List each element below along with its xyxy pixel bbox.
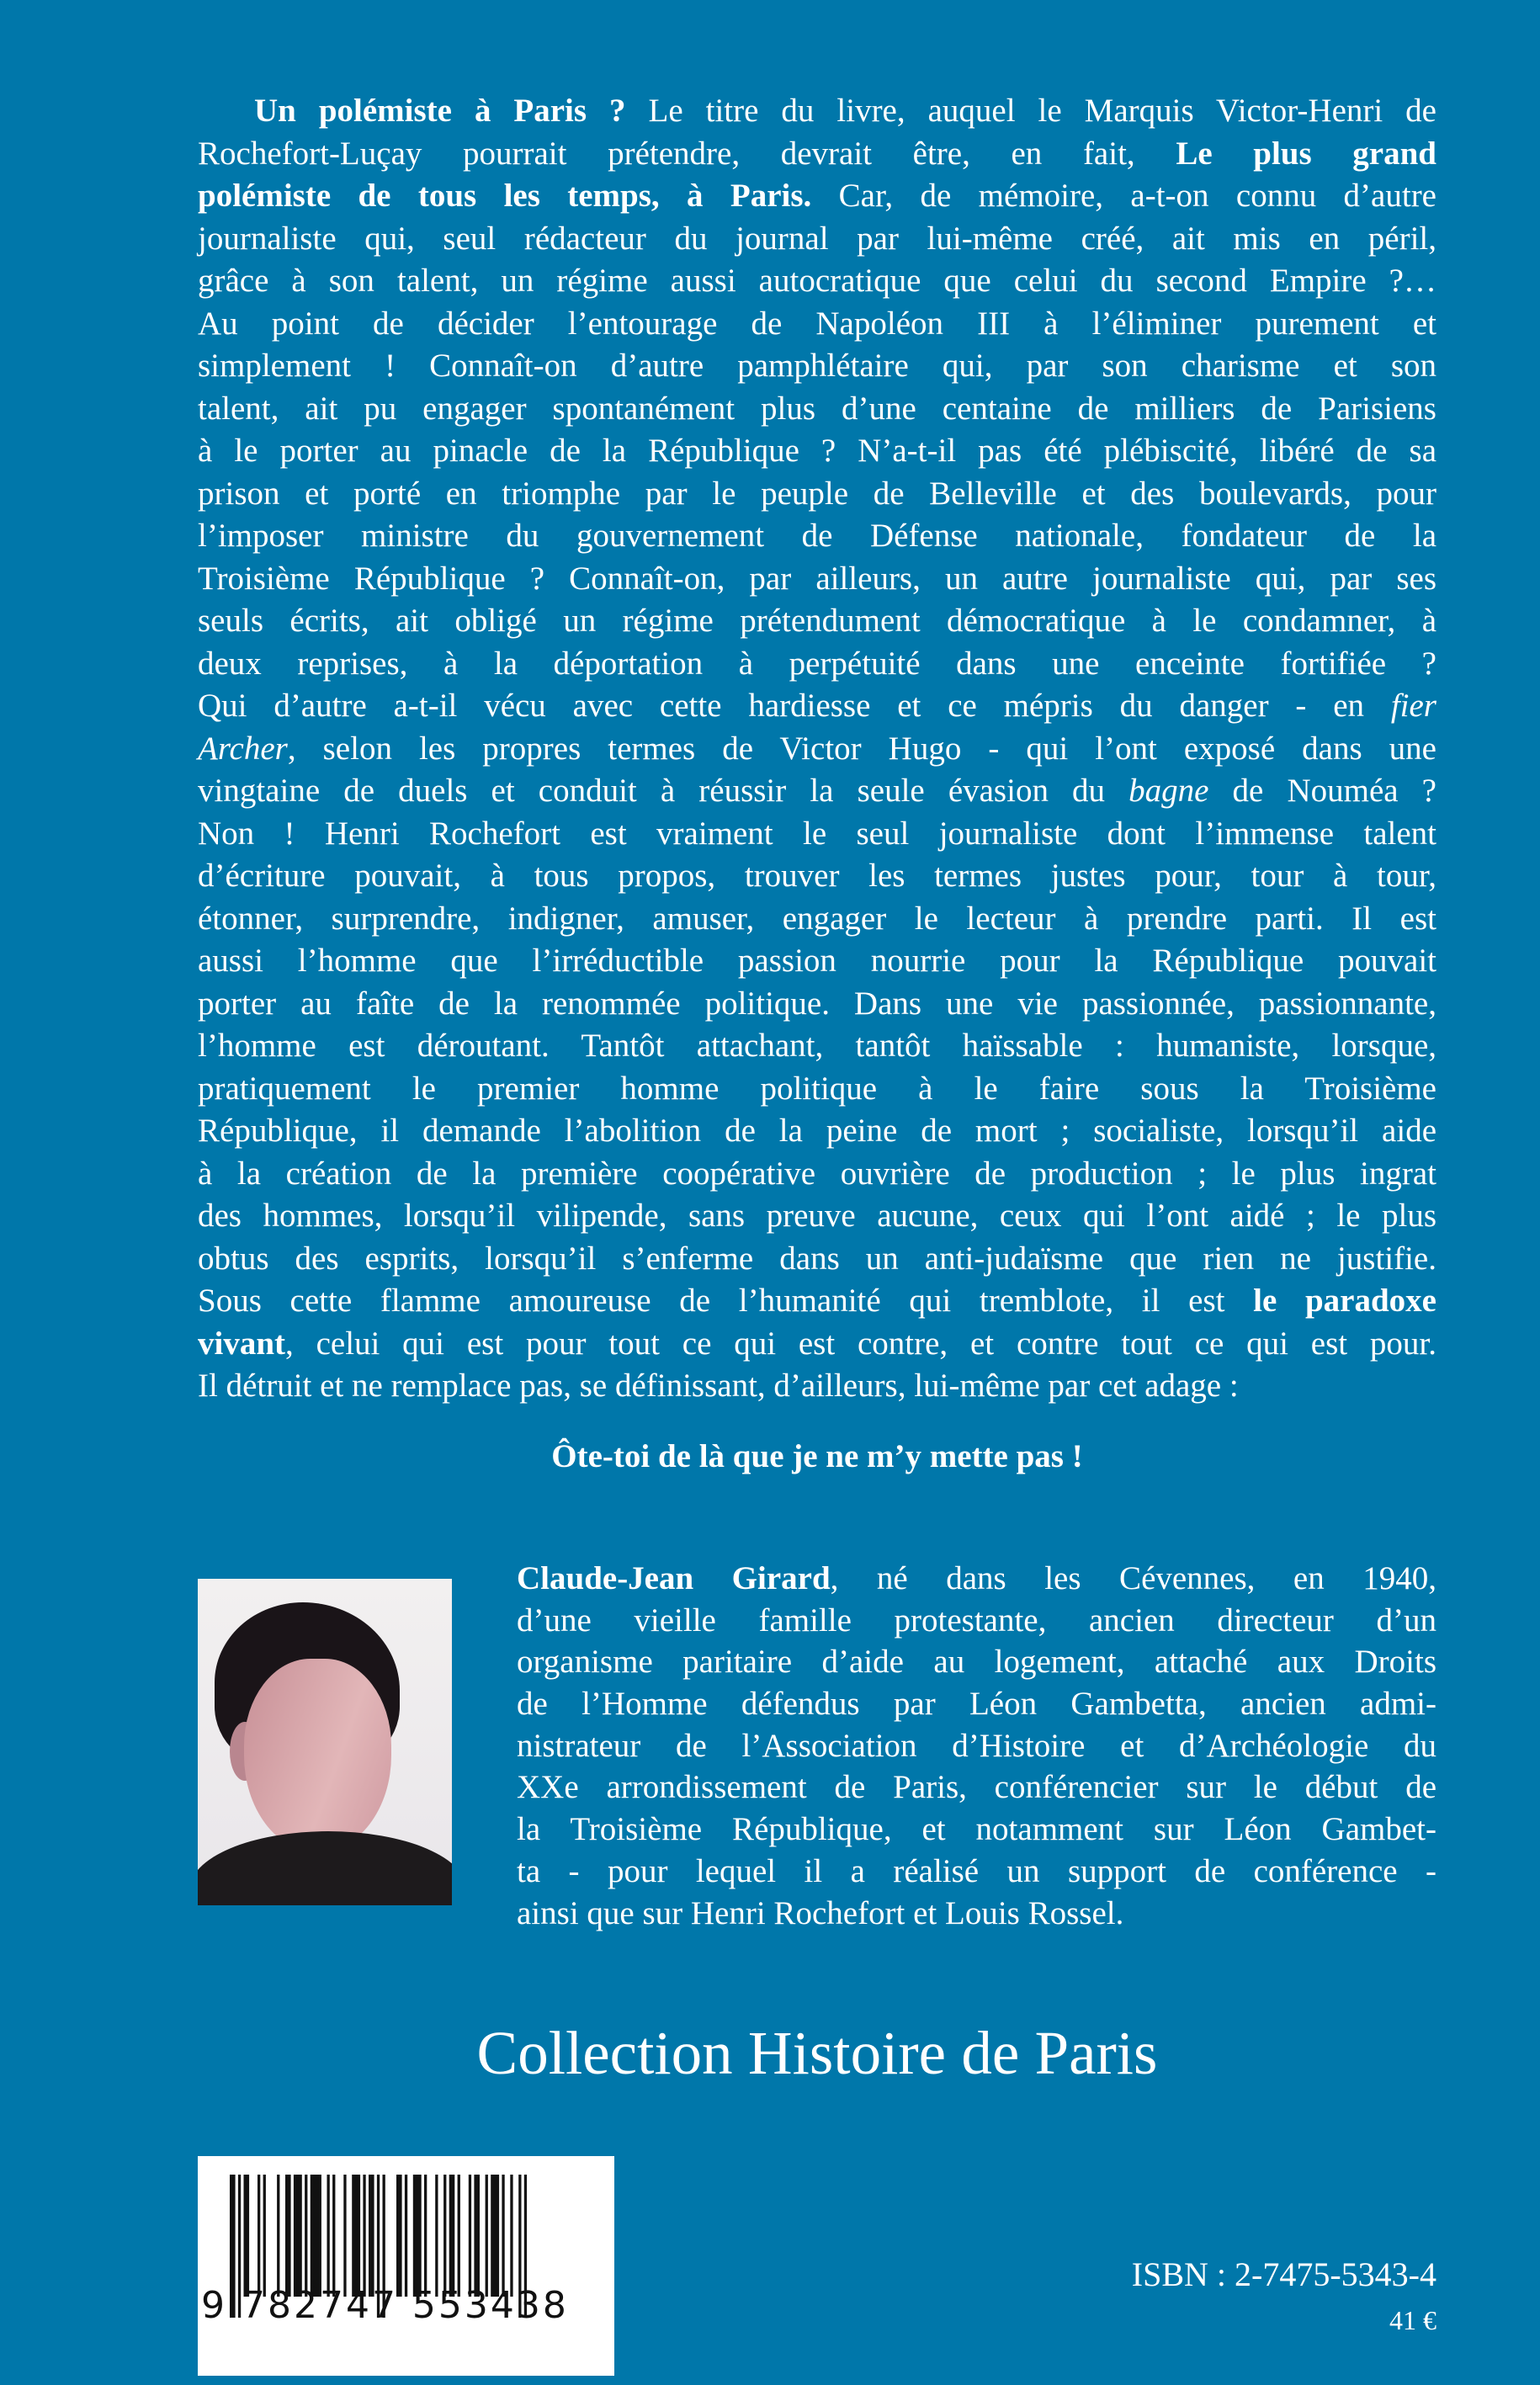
intro-line xyxy=(198,388,1436,431)
text-segment: de Nouméa ? xyxy=(1208,773,1436,809)
text-segment: vingtaine de duels et conduit à réussir la seule évasion du xyxy=(198,773,1129,809)
text-segment: Rochefort-Luçay pourrait prétendre, devrait être, en fait, xyxy=(198,135,1176,172)
text-segment: l’imposer ministre du gouvernement de Défense nationale, fondateur de la xyxy=(198,518,1436,554)
intro-line xyxy=(198,1025,1436,1068)
isbn: ISBN : 2-7475-5343-4 xyxy=(1131,2255,1436,2293)
barcode-bar xyxy=(435,2175,438,2297)
barcode-bar xyxy=(424,2175,427,2297)
text-segment: talent, ait pu engager spontanément plus d’une centaine de milliers de Parisiens xyxy=(198,390,1436,427)
barcode-bar xyxy=(332,2175,335,2297)
bold-text: Le plus grand xyxy=(1176,135,1436,172)
text-segment: porter au faîte de la renommée politique. Dans une vie passionnée, passionnante, xyxy=(198,985,1436,1022)
text-segment: pratiquement le premier homme politique à le faire sous la Troisième xyxy=(198,1070,1436,1107)
intro-line xyxy=(198,1365,1436,1408)
text-segment: Au point de décider l’entourage de Napoléon III à l’éliminer purement et xyxy=(198,305,1436,342)
intro-line xyxy=(198,515,1436,558)
intro-line xyxy=(198,940,1436,983)
author-line xyxy=(517,1766,1436,1809)
barcode-bar xyxy=(277,2175,279,2297)
barcode-bar xyxy=(405,2175,407,2297)
back-cover-blurb xyxy=(198,90,1436,1408)
barcode-bar xyxy=(449,2175,455,2297)
bold-text: le paradoxe xyxy=(1253,1283,1436,1319)
text-segment: Troisième République ? Connaît-on, par ailleurs, un autre journaliste qui, par ses xyxy=(198,560,1436,597)
intro-line xyxy=(198,218,1436,261)
text-segment: nistrateur de l’Association d’Histoire et d’Archéologie du xyxy=(517,1727,1436,1764)
intro-line xyxy=(198,1068,1436,1111)
bold-text: Claude-Jean Girard xyxy=(517,1560,831,1596)
author-line xyxy=(517,1851,1436,1893)
text-segment: organisme paritaire d’aide au logement, attaché aux Droits xyxy=(517,1644,1436,1681)
intro-line xyxy=(198,345,1436,388)
author-bio xyxy=(517,1558,1436,1934)
intro-line xyxy=(198,898,1436,941)
text-segment: aussi l’homme que l’irréductible passion nourrie pour la République pouvait xyxy=(198,943,1436,979)
text-segment: Le titre du livre, auquel le Marquis Victor-Henri de xyxy=(625,93,1436,129)
text-segment: Car, de mémoire, a-t-on connu d’autre xyxy=(811,178,1436,214)
bold-text: vivant xyxy=(198,1325,286,1362)
text-segment: d’écriture pouvait, à tous propos, trouver les termes justes pour, tour à tour, xyxy=(198,858,1436,894)
text-segment: d’une vieille famille protestante, ancien directeur d’un xyxy=(517,1602,1436,1639)
intro-line xyxy=(198,260,1436,303)
barcode-bar xyxy=(458,2175,460,2297)
photo-face xyxy=(244,1659,391,1852)
intro-line xyxy=(198,133,1436,176)
italic-text: bagne xyxy=(1128,773,1209,809)
barcode-bar xyxy=(327,2175,330,2297)
author-line xyxy=(517,1683,1436,1725)
intro-line xyxy=(198,813,1436,856)
author-photo xyxy=(198,1579,452,1905)
intro-line xyxy=(198,1323,1436,1366)
text-segment: République, il demande l’abolition de la peine de mort ; socialiste, lorsqu’il aide xyxy=(198,1113,1436,1149)
intro-line xyxy=(198,770,1436,813)
barcode-bar xyxy=(502,2175,504,2297)
text-segment: étonner, surprendre, indigner, amuser, engager le lecteur à prendre parti. Il est xyxy=(198,900,1436,937)
barcode-digits: 9 782747 553438 xyxy=(201,2284,569,2327)
author-line xyxy=(517,1558,1436,1600)
barcode-bar xyxy=(443,2175,446,2297)
intro-line xyxy=(198,1153,1436,1196)
barcode xyxy=(198,2156,614,2376)
barcode-bar xyxy=(294,2175,302,2297)
text-segment: prison et porté en triomphe par le peuple de Belleville et des boulevards, pour xyxy=(198,475,1436,512)
text-segment: Non ! Henri Rochefort est vraiment le seul journaliste dont l’immense talent xyxy=(198,815,1436,852)
barcode-bar xyxy=(258,2175,260,2297)
price: 41 € xyxy=(1389,2305,1436,2335)
author-line xyxy=(517,1641,1436,1683)
text-segment: la Troisième République, et notamment sur Léon Gambet- xyxy=(517,1811,1436,1848)
intro-line xyxy=(198,430,1436,473)
text-segment: de l’Homme défendus par Léon Gambetta, ancien admi- xyxy=(517,1686,1436,1723)
barcode-bar xyxy=(363,2175,365,2297)
text-segment: journaliste qui, seul rédacteur du journal par lui-même créé, ait mis en péril, xyxy=(198,220,1436,257)
intro-line xyxy=(198,1280,1436,1323)
text-segment: XXe arrondissement de Paris, conférencier sur le début de xyxy=(517,1769,1436,1806)
text-segment: , né dans les Cévennes, en 1940, xyxy=(830,1560,1436,1596)
adage-quote: Ôte-toi de là que je ne m’y mette pas ! xyxy=(551,1438,1083,1474)
barcode-bar xyxy=(285,2175,291,2297)
collection-title: Collection Histoire de Paris xyxy=(476,2019,1158,2087)
text-segment: l’homme est déroutant. Tantôt attachant, tantôt haïssable : humaniste, lorsque, xyxy=(198,1028,1436,1064)
barcode-bar xyxy=(486,2175,488,2297)
text-segment: à la création de la première coopérative ouvrière de production ; le plus ingrat xyxy=(198,1155,1436,1192)
author-line xyxy=(517,1600,1436,1642)
barcode-bar xyxy=(474,2175,480,2297)
intro-line xyxy=(198,90,1436,133)
text-segment: Qui d’autre a-t-il vécu avec cette hardiesse et ce mépris du danger - en xyxy=(198,688,1391,724)
intro-line xyxy=(198,175,1436,218)
text-segment: ainsi que sur Henri Rochefort et Louis Rossel. xyxy=(517,1894,1124,1931)
intro-line xyxy=(198,1238,1436,1281)
intro-line xyxy=(198,855,1436,898)
author-line xyxy=(517,1809,1436,1851)
barcode-bar xyxy=(311,2175,321,2297)
text-segment: obtus des esprits, lorsqu’il s’enferme dans un anti-judaïsme que rien ne justifie. xyxy=(198,1240,1436,1277)
intro-line xyxy=(198,1195,1436,1238)
barcode-bar xyxy=(352,2175,360,2297)
text-segment: , selon les propres termes de Victor Hugo - qui l’ont exposé dans une xyxy=(287,730,1436,767)
barcode-bar xyxy=(244,2175,250,2297)
barcode-bar xyxy=(369,2175,374,2297)
barcode-bar xyxy=(491,2175,499,2297)
text-segment: des hommes, lorsqu’il vilipende, sans preuve aucune, ceux qui l’ont aidé ; le plus xyxy=(198,1198,1436,1234)
barcode-bar xyxy=(413,2175,422,2297)
barcode-bar xyxy=(343,2175,346,2297)
author-line xyxy=(517,1725,1436,1767)
text-segment: Sous cette flamme amoureuse de l’humanité qui tremblote, il est xyxy=(198,1283,1254,1319)
barcode-bar xyxy=(263,2175,266,2297)
text-segment: à le porter au pinacle de la République ? N’a-t-il pas été plébiscité, libéré de sa xyxy=(198,433,1436,469)
intro-line xyxy=(198,303,1436,346)
intro-line xyxy=(198,685,1436,728)
photo-shirt xyxy=(198,1831,452,1905)
barcode-bar xyxy=(510,2175,512,2297)
text-segment: grâce à son talent, un régime aussi autocratique que celui du second Empire ?… xyxy=(198,263,1436,299)
intro-line xyxy=(198,600,1436,643)
italic-text: Archer xyxy=(198,730,288,767)
italic-text: fier xyxy=(1390,688,1436,724)
intro-line xyxy=(198,558,1436,601)
intro-line xyxy=(198,643,1436,686)
intro-line xyxy=(198,1110,1436,1153)
text-segment: simplement ! Connaît-on d’autre pamphlétaire qui, par son charisme et son xyxy=(198,348,1436,384)
text-segment: ta - pour lequel il a réalisé un support de conférence - xyxy=(517,1852,1436,1889)
text-segment: seuls écrits, ait obligé un régime prétendument démocratique à le condamner, à xyxy=(198,603,1436,639)
barcode-bar xyxy=(305,2175,307,2297)
intro-line xyxy=(198,983,1436,1026)
intro-line xyxy=(198,728,1436,771)
author-line xyxy=(517,1893,1436,1935)
text-segment: deux reprises, à la déportation à perpétuité dans une enceinte fortifiée ? xyxy=(198,645,1436,682)
text-segment: , celui qui est pour tout ce qui est contre, et contre tout ce qui est pour. xyxy=(285,1325,1436,1362)
bold-text: polémiste de tous les temps, à Paris. xyxy=(198,178,812,214)
text-segment: Il détruit et ne remplace pas, se définissant, d’ailleurs, lui-même par cet adage : xyxy=(198,1368,1239,1404)
barcode-bar xyxy=(469,2175,471,2297)
bold-text: Un polémiste à Paris ? xyxy=(254,93,626,129)
barcode-bar xyxy=(396,2175,402,2297)
intro-line xyxy=(198,473,1436,516)
